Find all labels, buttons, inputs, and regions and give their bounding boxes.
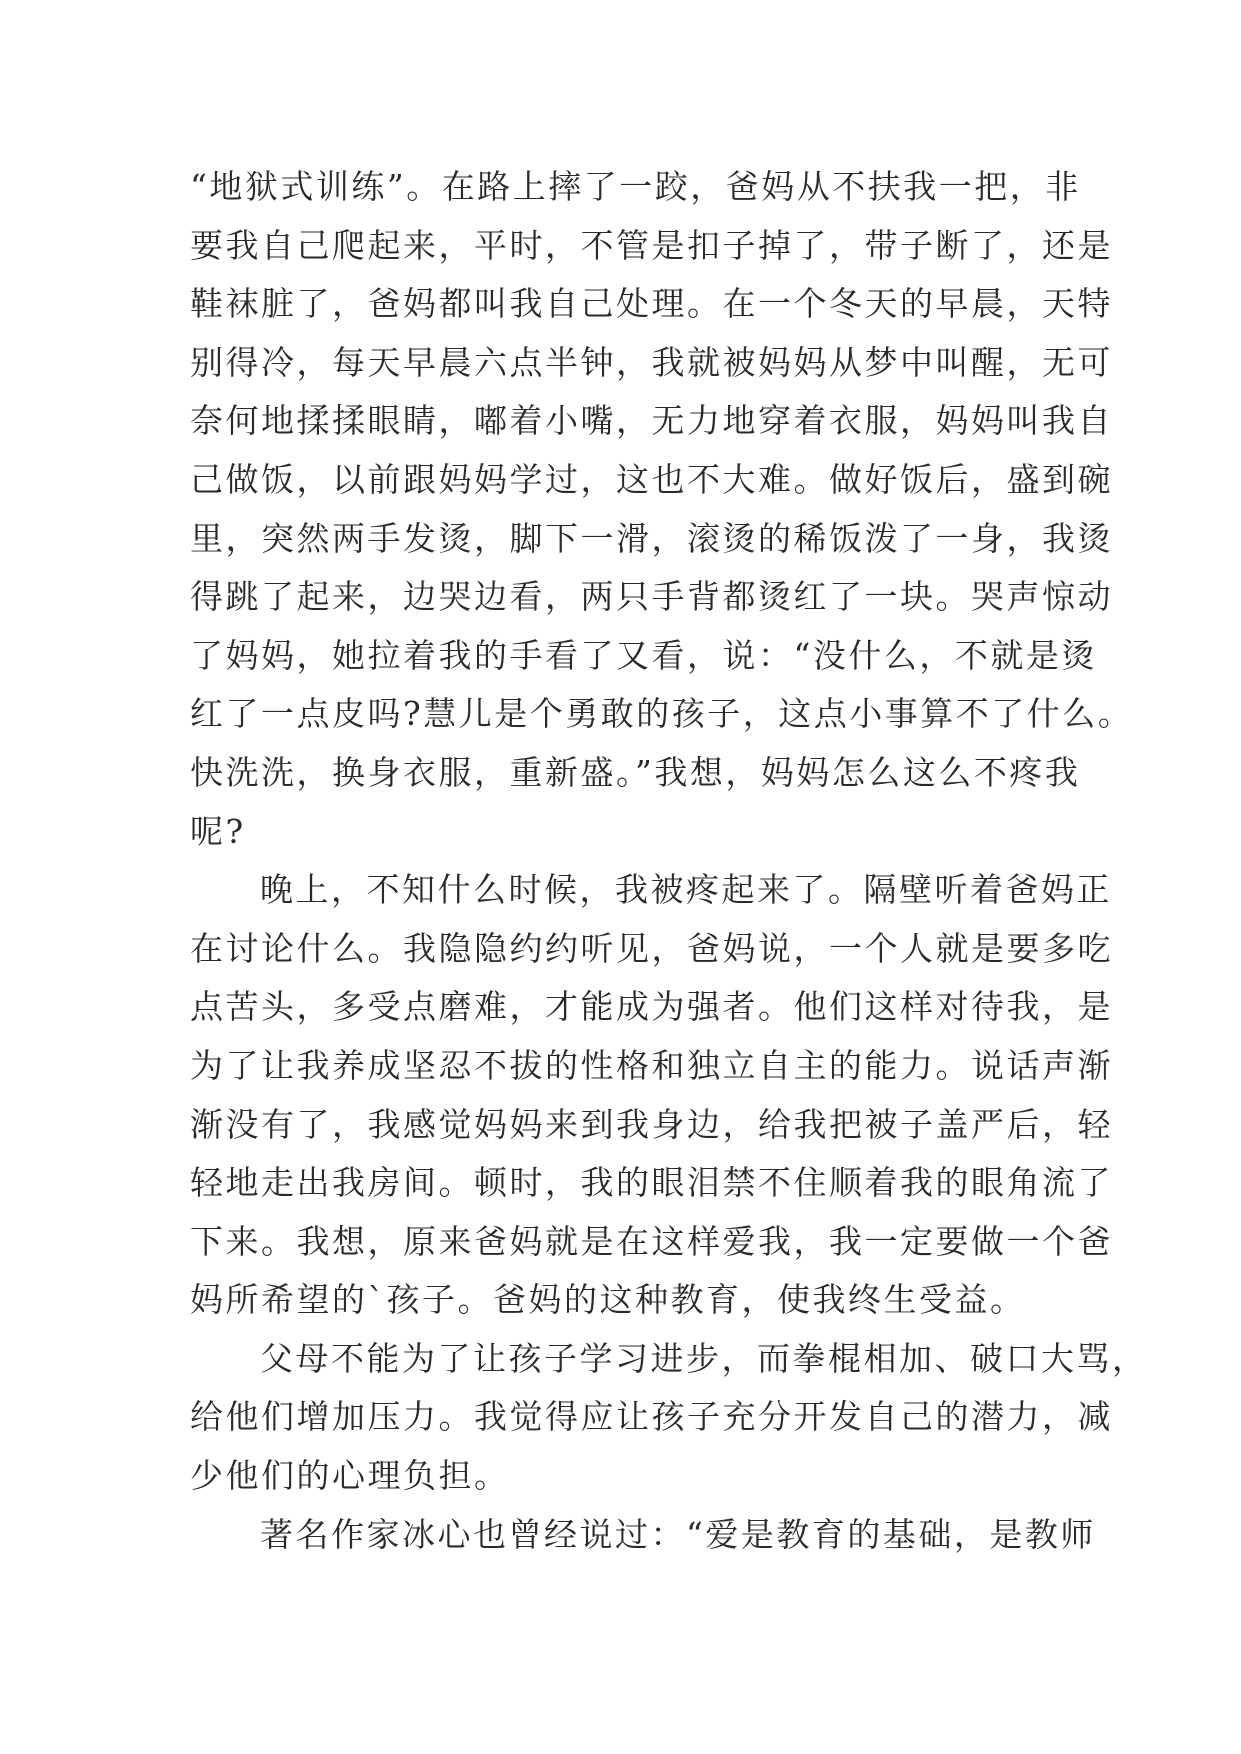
paragraph: [190, 861, 1113, 1330]
paragraph: [190, 158, 1134, 861]
text-line: 奈何地揉揉眼睛，嘟着小嘴，无力地穿着衣服，妈妈叫我自: [190, 401, 1113, 441]
text-line: 轻地走出我房间。顿时，我的眼泪禁不住顺着我的眼角流了: [190, 1163, 1113, 1203]
text-line: 己做饭，以前跟妈妈学过，这也不大难。做好饭后，盛到碗: [190, 459, 1113, 499]
text-line: 父母不能为了让孩子学习进步，而拳棍相加、破口大骂，: [260, 1338, 1148, 1378]
text-line: 下来。我想，原来爸妈就是在这样爱我，我一定要做一个爸: [190, 1221, 1113, 1261]
text-line: 红了一点皮吗?慧儿是个勇敢的孩子，这点小事算不了什么。: [190, 694, 1134, 734]
text-line: “地狱式训练”。在路上摔了一跤，爸妈从不扶我一把，非: [190, 167, 1081, 206]
text-line: 要我自己爬起来，平时，不管是扣子掉了，带子断了，还是: [190, 225, 1113, 265]
text-line: 点苦头，多受点磨难，才能成为强者。他们这样对待我，是: [190, 987, 1113, 1027]
paragraph: [190, 1330, 1148, 1506]
text-line: 著名作家冰心也曾经说过：“爱是教育的基础，是教师: [260, 1514, 1096, 1554]
text-line: 了妈妈，她拉着我的手看了又看，说：“没什么，不就是烫: [190, 635, 1097, 675]
text-line: 为了让我养成坚忍不拔的性格和独立自主的能力。说话声渐: [190, 1045, 1113, 1085]
text-line: 得跳了起来，边哭边看，两只手背都烫红了一块。哭声惊动: [190, 577, 1113, 617]
text-line: 渐没有了，我感觉妈妈来到我身边，给我把被子盖严后，轻: [190, 1104, 1113, 1144]
text-line: 给他们增加压力。我觉得应让孩子充分开发自己的潜力，减: [190, 1397, 1113, 1437]
text-line: 少他们的心理负担。: [190, 1456, 510, 1496]
paragraph: [190, 1506, 1096, 1565]
text-line: 里，突然两手发烫，脚下一滑，滚烫的稀饭泼了一身，我烫: [190, 518, 1113, 558]
text-line: 快洗洗，换身衣服，重新盛。”我想，妈妈怎么这么不疼我: [190, 752, 1081, 792]
text-line: 呢?: [190, 811, 246, 851]
text-line: 鞋袜脏了，爸妈都叫我自己处理。在一个冬天的早晨，天特: [190, 284, 1113, 324]
document-body: [190, 158, 1148, 1564]
text-line: 妈所希望的`孩子。爸妈的这种教育，使我终生受益。: [190, 1280, 1026, 1320]
text-line: 在讨论什么。我隐隐约约听见，爸妈说，一个人就是要多吃: [190, 928, 1113, 968]
text-line: 晚上，不知什么时候，我被疼起来了。隔壁听着爸妈正: [260, 870, 1112, 910]
text-line: 别得冷，每天早晨六点半钟，我就被妈妈从梦中叫醒，无可: [190, 342, 1113, 382]
